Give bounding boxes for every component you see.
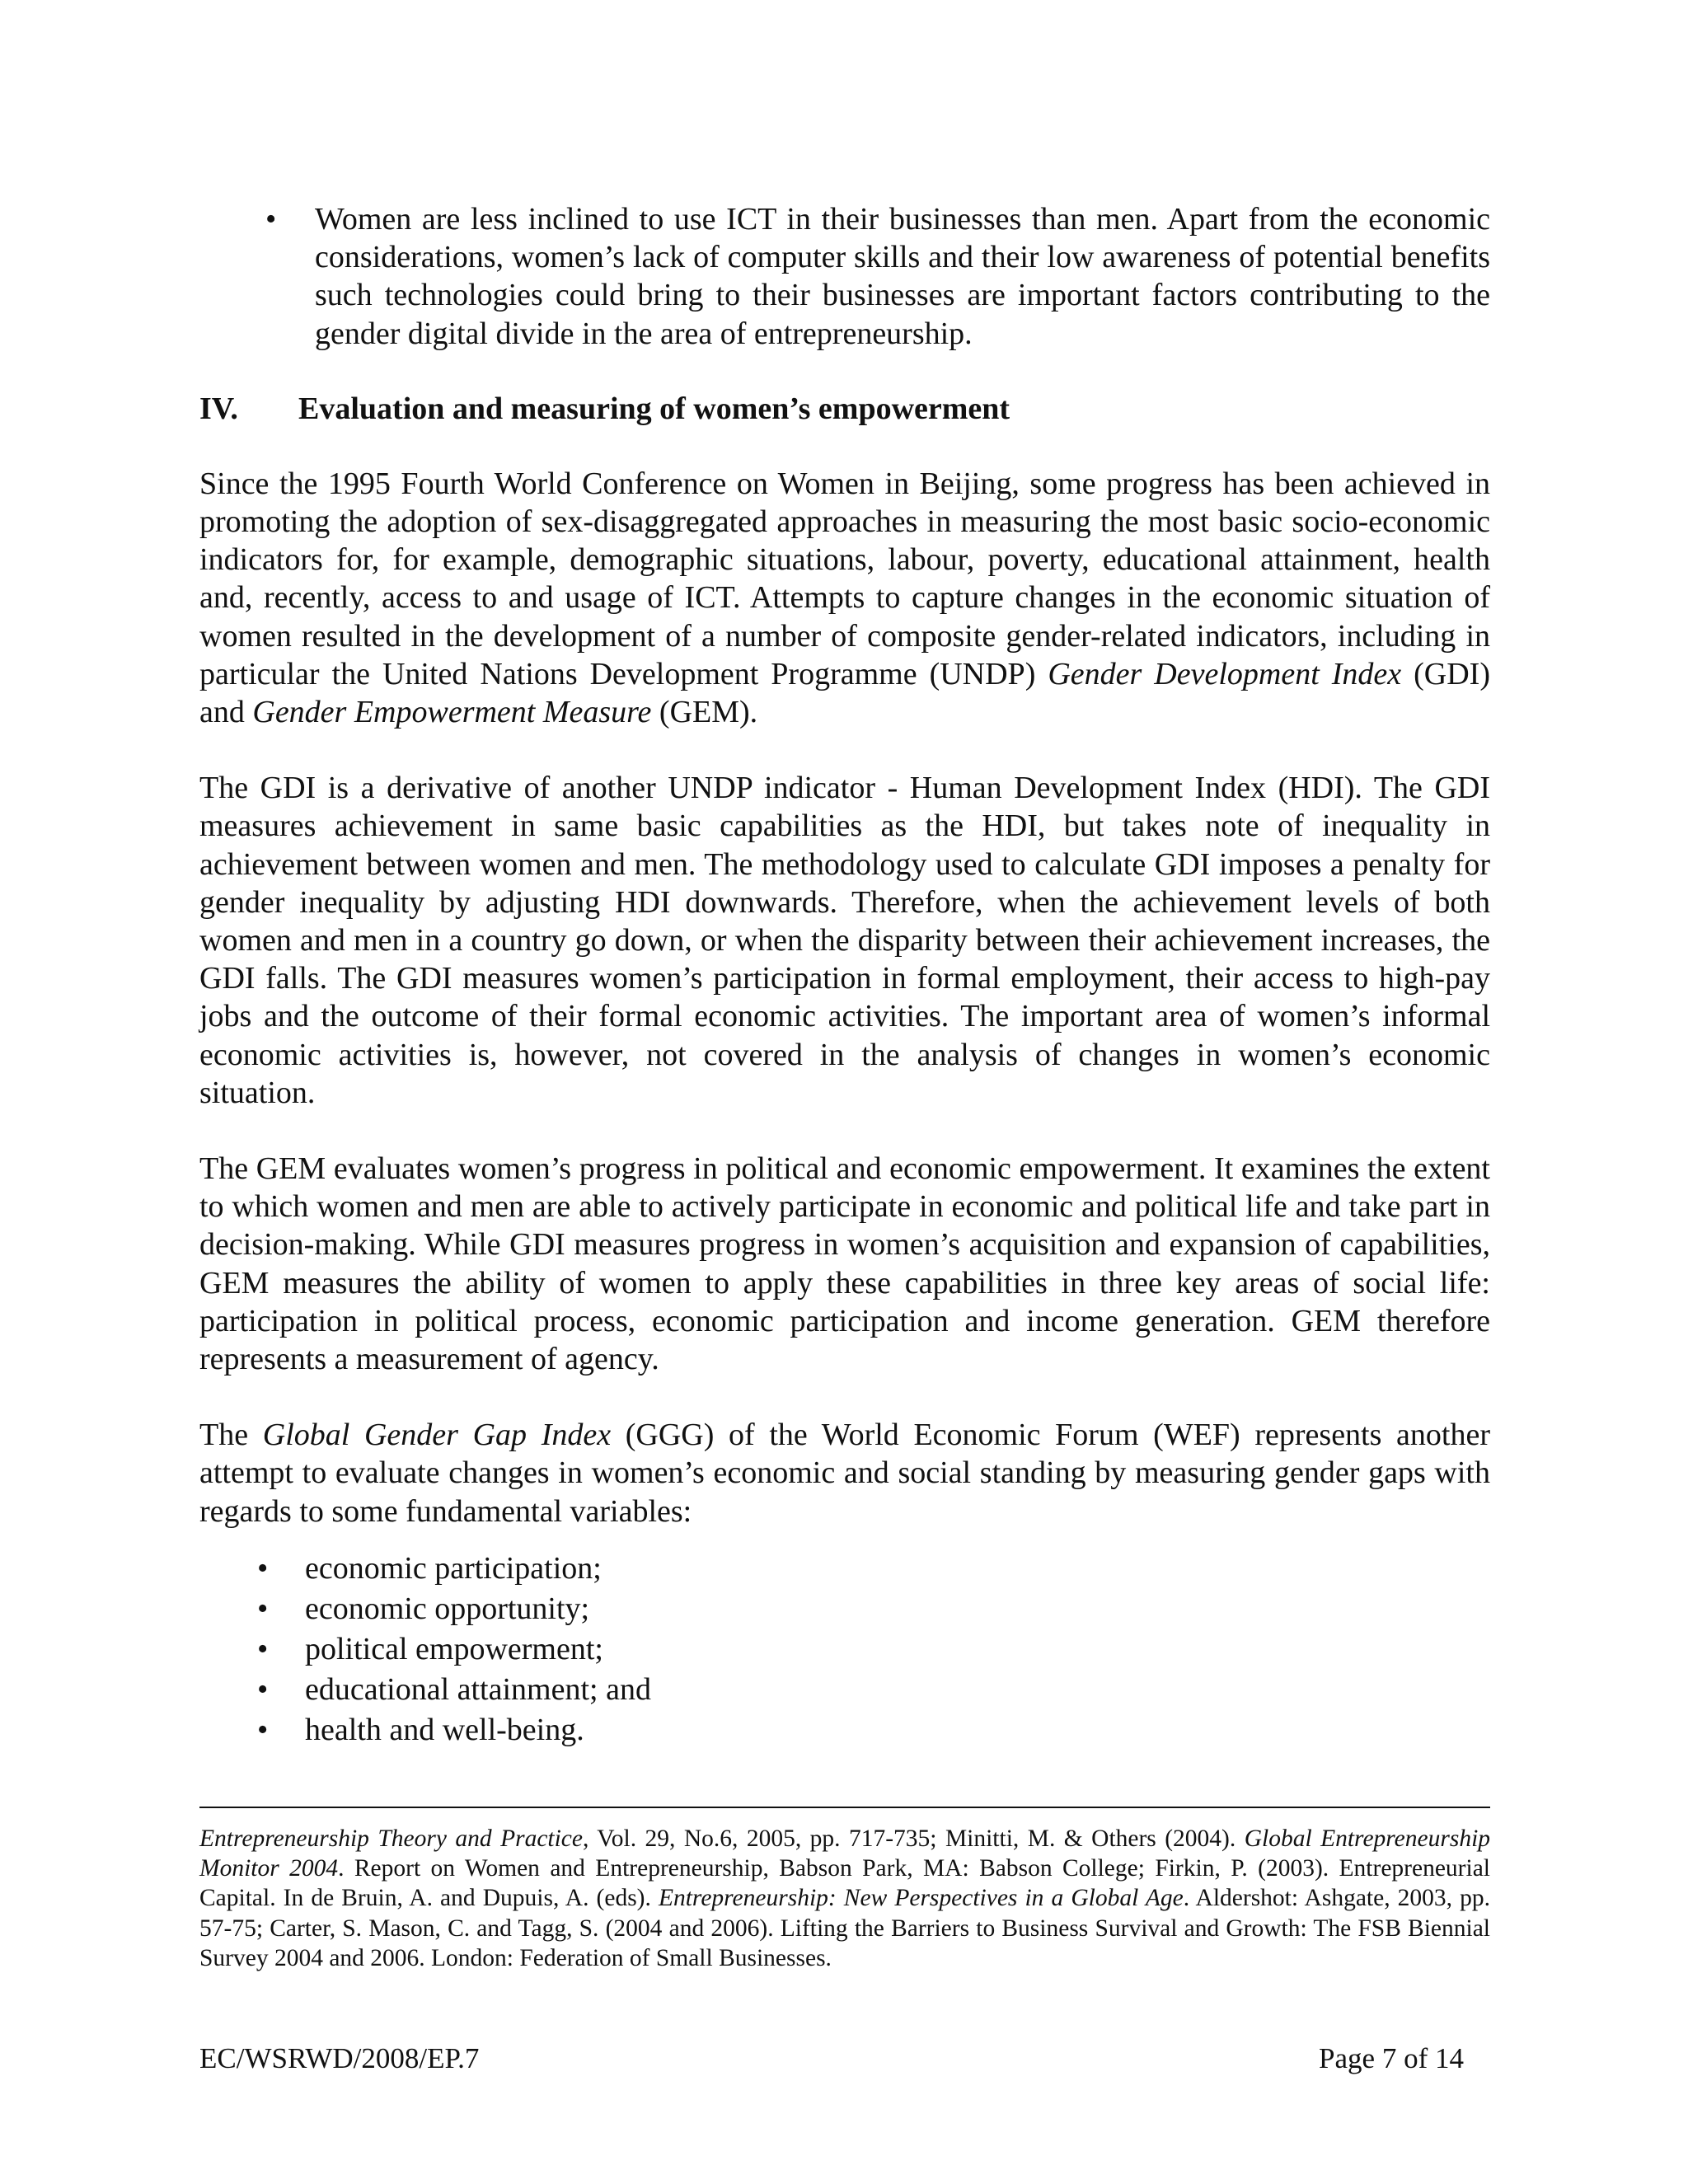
bullet-item [199,200,1490,353]
list-item: • political empowerment; [199,1629,1490,1670]
paragraph-text: (GDI) and [199,656,1490,730]
bullet-icon: • [265,202,277,237]
section-number: IV. [199,391,238,426]
footnote-divider [199,1807,1490,1808]
main-content [199,200,1490,1750]
italic-term: Gender Empowerment Measure [252,695,652,730]
bullet-icon: • [257,1671,269,1707]
paragraph-text: (GGG) of the World Economic Forum (WEF) represents another attempt to evaluate changes in women’s economic and social standing by measuring gender gaps with regards to some fundamental variables: [199,1418,1491,1529]
paragraph-text: Since the 1995 Fourth World Conference on Women in Beijing, some progress has been achieved in promoting the adoption of sex-disaggregated approaches in measuring the most basic socio-economic indicators for, for example, demographic situations, labour, poverty, educational attainment, health and, recently, access to and usage of ICT. Attempts to capture changes in the economic situation of women resulted in the development of a number of composite gender-related indicators, including in particular the United Nations Development Programme (UNDP) [199,466,1490,691]
bullet-icon: • [257,1591,269,1626]
italic-term: Gender Development Index [1048,656,1402,691]
paragraph-text: The [199,1418,263,1453]
section-title: Evaluation and measuring of women’s empowerment [298,391,1010,426]
bullet-icon: • [257,1631,269,1666]
variables-list [199,1549,1490,1750]
bullet-icon: • [257,1550,269,1586]
page-number: Page 7 of 14 [1319,2042,1464,2074]
document-code: EC/WSRWD/2008/EP.7 [199,2042,480,2074]
list-item: • health and well-being. [199,1710,1490,1750]
bullet-icon: • [257,1712,269,1747]
bullet-text: Women are less inclined to use ICT in their businesses than men. Apart from the economic considerations, women’s lack of computer skills and their low awareness of potential benefits such technologies could bring to their businesses are important factors contributing to the gender digital divide in the area of entrepreneurship. [315,202,1490,351]
italic-term: Global Gender Gap Index [262,1418,612,1453]
footnote: Entrepreneurship Theory and Practice, Vol. 29, No.6, 2005, pp. 717-735; Minitti, M. & Others (2004). Global Entrepreneurship Monitor 2004. Report on Women and Entrepreneurship, Babson Park, MA: Babson College; Firkin, P. (2003). Entrepreneurial Capital. In de Bruin, A. and Dupuis, A. (eds). Entrepreneurship: New Perspectives in a Global Age. Aldershot: Ashgate, 2003, pp. 57-75; Carter, S. Mason, C. and Tagg, S. (2004 and 2006). Lifting the Barriers to Business Survival and Growth: The FSB Biennial Survey 2004 and 2006. London: Federation of Small Businesses. [199,1825,1491,1971]
list-item: • economic participation; [199,1549,1490,1589]
section-heading [199,390,1490,428]
paragraph-text: (GEM). [651,695,758,730]
paragraph-1 [199,465,1490,731]
list-item: • economic opportunity; [199,1589,1490,1629]
paragraph-3: The GEM evaluates women’s progress in political and economic empowerment. It examines the extent to which women and men are able to actively participate in economic and political life and take part in decision-making. While GDI measures progress in women’s acquisition and expansion of capabilities, GEM measures the ability of women to apply these capabilities in three key areas of social life: participation in political process, economic participation and income generation. GEM therefore represents a measurement of agency. [199,1151,1490,1377]
paragraph-4 [199,1416,1490,1530]
list-item: • educational attainment; and [199,1670,1490,1710]
paragraph-2: The GDI is a derivative of another UNDP indicator - Human Development Index (HDI). The GDI measures achievement in same basic capabilities as the HDI, but takes note of inequality in achievement between women and men. The methodology used to calculate GDI imposes a penalty for gender inequality by adjusting HDI downwards. Therefore, when the achievement levels of both women and men in a country go down, or when the disparity between their achievement increases, the GDI falls. The GDI measures women’s participation in formal employment, their access to high-pay jobs and the outcome of their formal economic activities. The important area of women’s informal economic activities is, however, not covered in the analysis of changes in women’s economic situation. [199,771,1490,1110]
